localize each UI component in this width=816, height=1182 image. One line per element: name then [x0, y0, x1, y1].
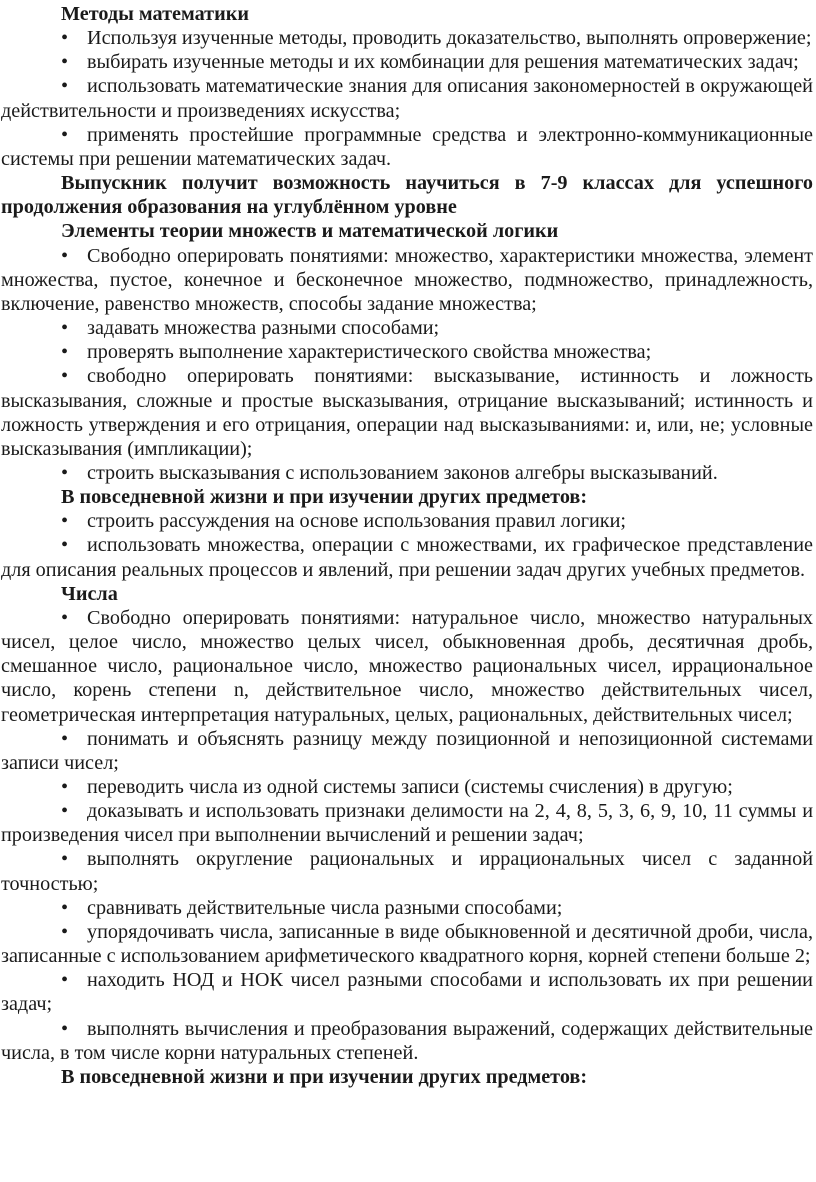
bullet-item: [1, 896, 813, 920]
bullet-text: выполнять округление рациональных и иррациональных чисел с заданной точностью;: [1, 848, 813, 895]
bullet-item: [1, 606, 813, 727]
bullet-text: понимать и объяснять разницу между позиционной и непозиционной системами записи чисел;: [1, 727, 813, 774]
heading-text: Числа: [61, 582, 118, 605]
bullet-marker: •: [61, 461, 69, 484]
bullet-item: [1, 74, 813, 122]
bullet-item: [1, 920, 813, 968]
bullet-item: [1, 340, 813, 364]
bullet-text: Свободно оперировать понятиями: множество, характеристики множества, элемент множества, пустое, конечное и бесконечное множество, подмножество, принадлежность, включение, равенство множеств, способы задание множества;: [1, 244, 813, 315]
bullet-marker: •: [61, 776, 69, 798]
bullet-marker: •: [61, 1017, 69, 1040]
bullet-marker: •: [61, 920, 69, 943]
bullet-item: [1, 364, 813, 461]
bullet-text: проверять выполнение характеристического свойства множества;: [87, 341, 652, 364]
bullet-marker: •: [61, 606, 69, 629]
bullet-text: использовать математические знания для описания закономерностей в окружающей действительности и произведениях искусства;: [1, 75, 813, 122]
bullet-marker: •: [61, 969, 69, 992]
bullet-text: использовать множества, операции с множествами, их графическое представление для описания реальных процессов и явлений, при решении задач других учебных предметов.: [1, 534, 813, 581]
bullet-marker: •: [61, 317, 69, 340]
heading-text: Элементы теории множеств и математической логики: [61, 220, 559, 243]
bullet-marker: •: [61, 848, 69, 871]
bullet-item: [1, 244, 813, 316]
bullet-text: Используя изученные методы, проводить доказательство, выполнять опровержение;: [87, 27, 812, 50]
bullet-item: [1, 461, 813, 485]
bullet-item: [1, 26, 813, 50]
bullet-marker: •: [61, 244, 69, 267]
bullet-marker: •: [61, 75, 69, 98]
section-heading: [1, 1065, 813, 1089]
section-heading: [1, 582, 813, 606]
bullet-item: [1, 1017, 813, 1065]
bullet-item: [1, 799, 813, 847]
bullet-text: свободно оперировать понятиями: высказывание, истинность и ложность высказывания, сложные и простые высказывания, отрицание высказываний; истинность и ложность утверждения и его отрицания, операции над высказываниями: и, или, не; условные высказывания (импликации);: [1, 365, 813, 460]
bullet-item: [1, 316, 813, 340]
bullet-marker: •: [61, 51, 69, 74]
bullet-item: [1, 968, 813, 1016]
bullet-text: строить рассуждения на основе использования правил логики;: [87, 510, 627, 533]
bullet-text: упорядочивать числа, записанные в виде обыкновенной и десятичной дроби, числа, записанные с использованием арифметического квадратного корня, корней степени больше 2;: [1, 920, 813, 968]
heading-text: В повседневной жизни и при изучении других предметов:: [61, 486, 588, 509]
bullet-item: [1, 509, 813, 533]
bullet-marker: •: [61, 727, 69, 750]
bullet-item: [1, 847, 813, 895]
bullet-text: Свободно оперировать понятиями: натуральное число, множество натуральных чисел, целое число, множество целых чисел, обыкновенная дробь, десятичная дробь, смешанное число, рациональное число, множество рациональных чисел, иррациональное число, корень степени n, действительное число, множество действительных чисел, геометрическая интерпретация натуральных, целых, рациональных, действительных чисел;: [1, 606, 813, 726]
bullet-text: доказывать и использовать признаки делимости на 2, 4, 8, 5, 3, 6, 9, 10, 11 суммы и произведения чисел при выполнении вычислений и решении задач;: [1, 800, 813, 847]
section-heading: [1, 2, 813, 26]
bullet-text: выполнять вычисления и преобразования выражений, содержащих действительные числа, в том числе корни натуральных степеней.: [1, 1017, 813, 1064]
bullet-marker: •: [61, 800, 69, 823]
bullet-marker: •: [61, 341, 69, 364]
bullet-marker: •: [61, 123, 69, 146]
bullet-marker: •: [61, 365, 69, 388]
bullet-text: выбирать изученные методы и их комбинации для решения математических задач;: [87, 51, 799, 74]
bullet-text: находить НОД и НОК чисел разными способами и использовать их при решении задач;: [1, 969, 813, 1016]
bullet-item: [1, 775, 813, 799]
bullet-marker: •: [61, 510, 69, 533]
section-heading: [1, 171, 813, 219]
bullet-text: задавать множества разными способами;: [87, 317, 440, 340]
bullet-text: переводить числа из одной системы записи (системы счисления) в другую;: [87, 776, 733, 798]
section-heading: [1, 485, 813, 509]
bullet-item: [1, 727, 813, 775]
heading-text: Методы математики: [61, 3, 249, 25]
bullet-item: [1, 533, 813, 581]
bullet-text: строить высказывания с использованием законов алгебры высказываний.: [87, 461, 718, 484]
bullet-marker: •: [61, 534, 69, 557]
bullet-text: применять простейшие программные средства и электронно-коммуникационные системы при решении математических задач.: [1, 123, 813, 170]
bullet-item: [1, 123, 813, 171]
bullet-marker: •: [61, 896, 69, 919]
heading-text: В повседневной жизни и при изучении других предметов:: [61, 1065, 588, 1088]
bullet-item: [1, 50, 813, 74]
section-heading: [1, 219, 813, 243]
heading-text: Выпускник получит возможность научиться в 7-9 классах для успешного продолжения образования на углублённом уровне: [1, 172, 813, 219]
bullet-text: сравнивать действительные числа разными способами;: [87, 896, 563, 919]
bullet-marker: •: [61, 27, 69, 50]
